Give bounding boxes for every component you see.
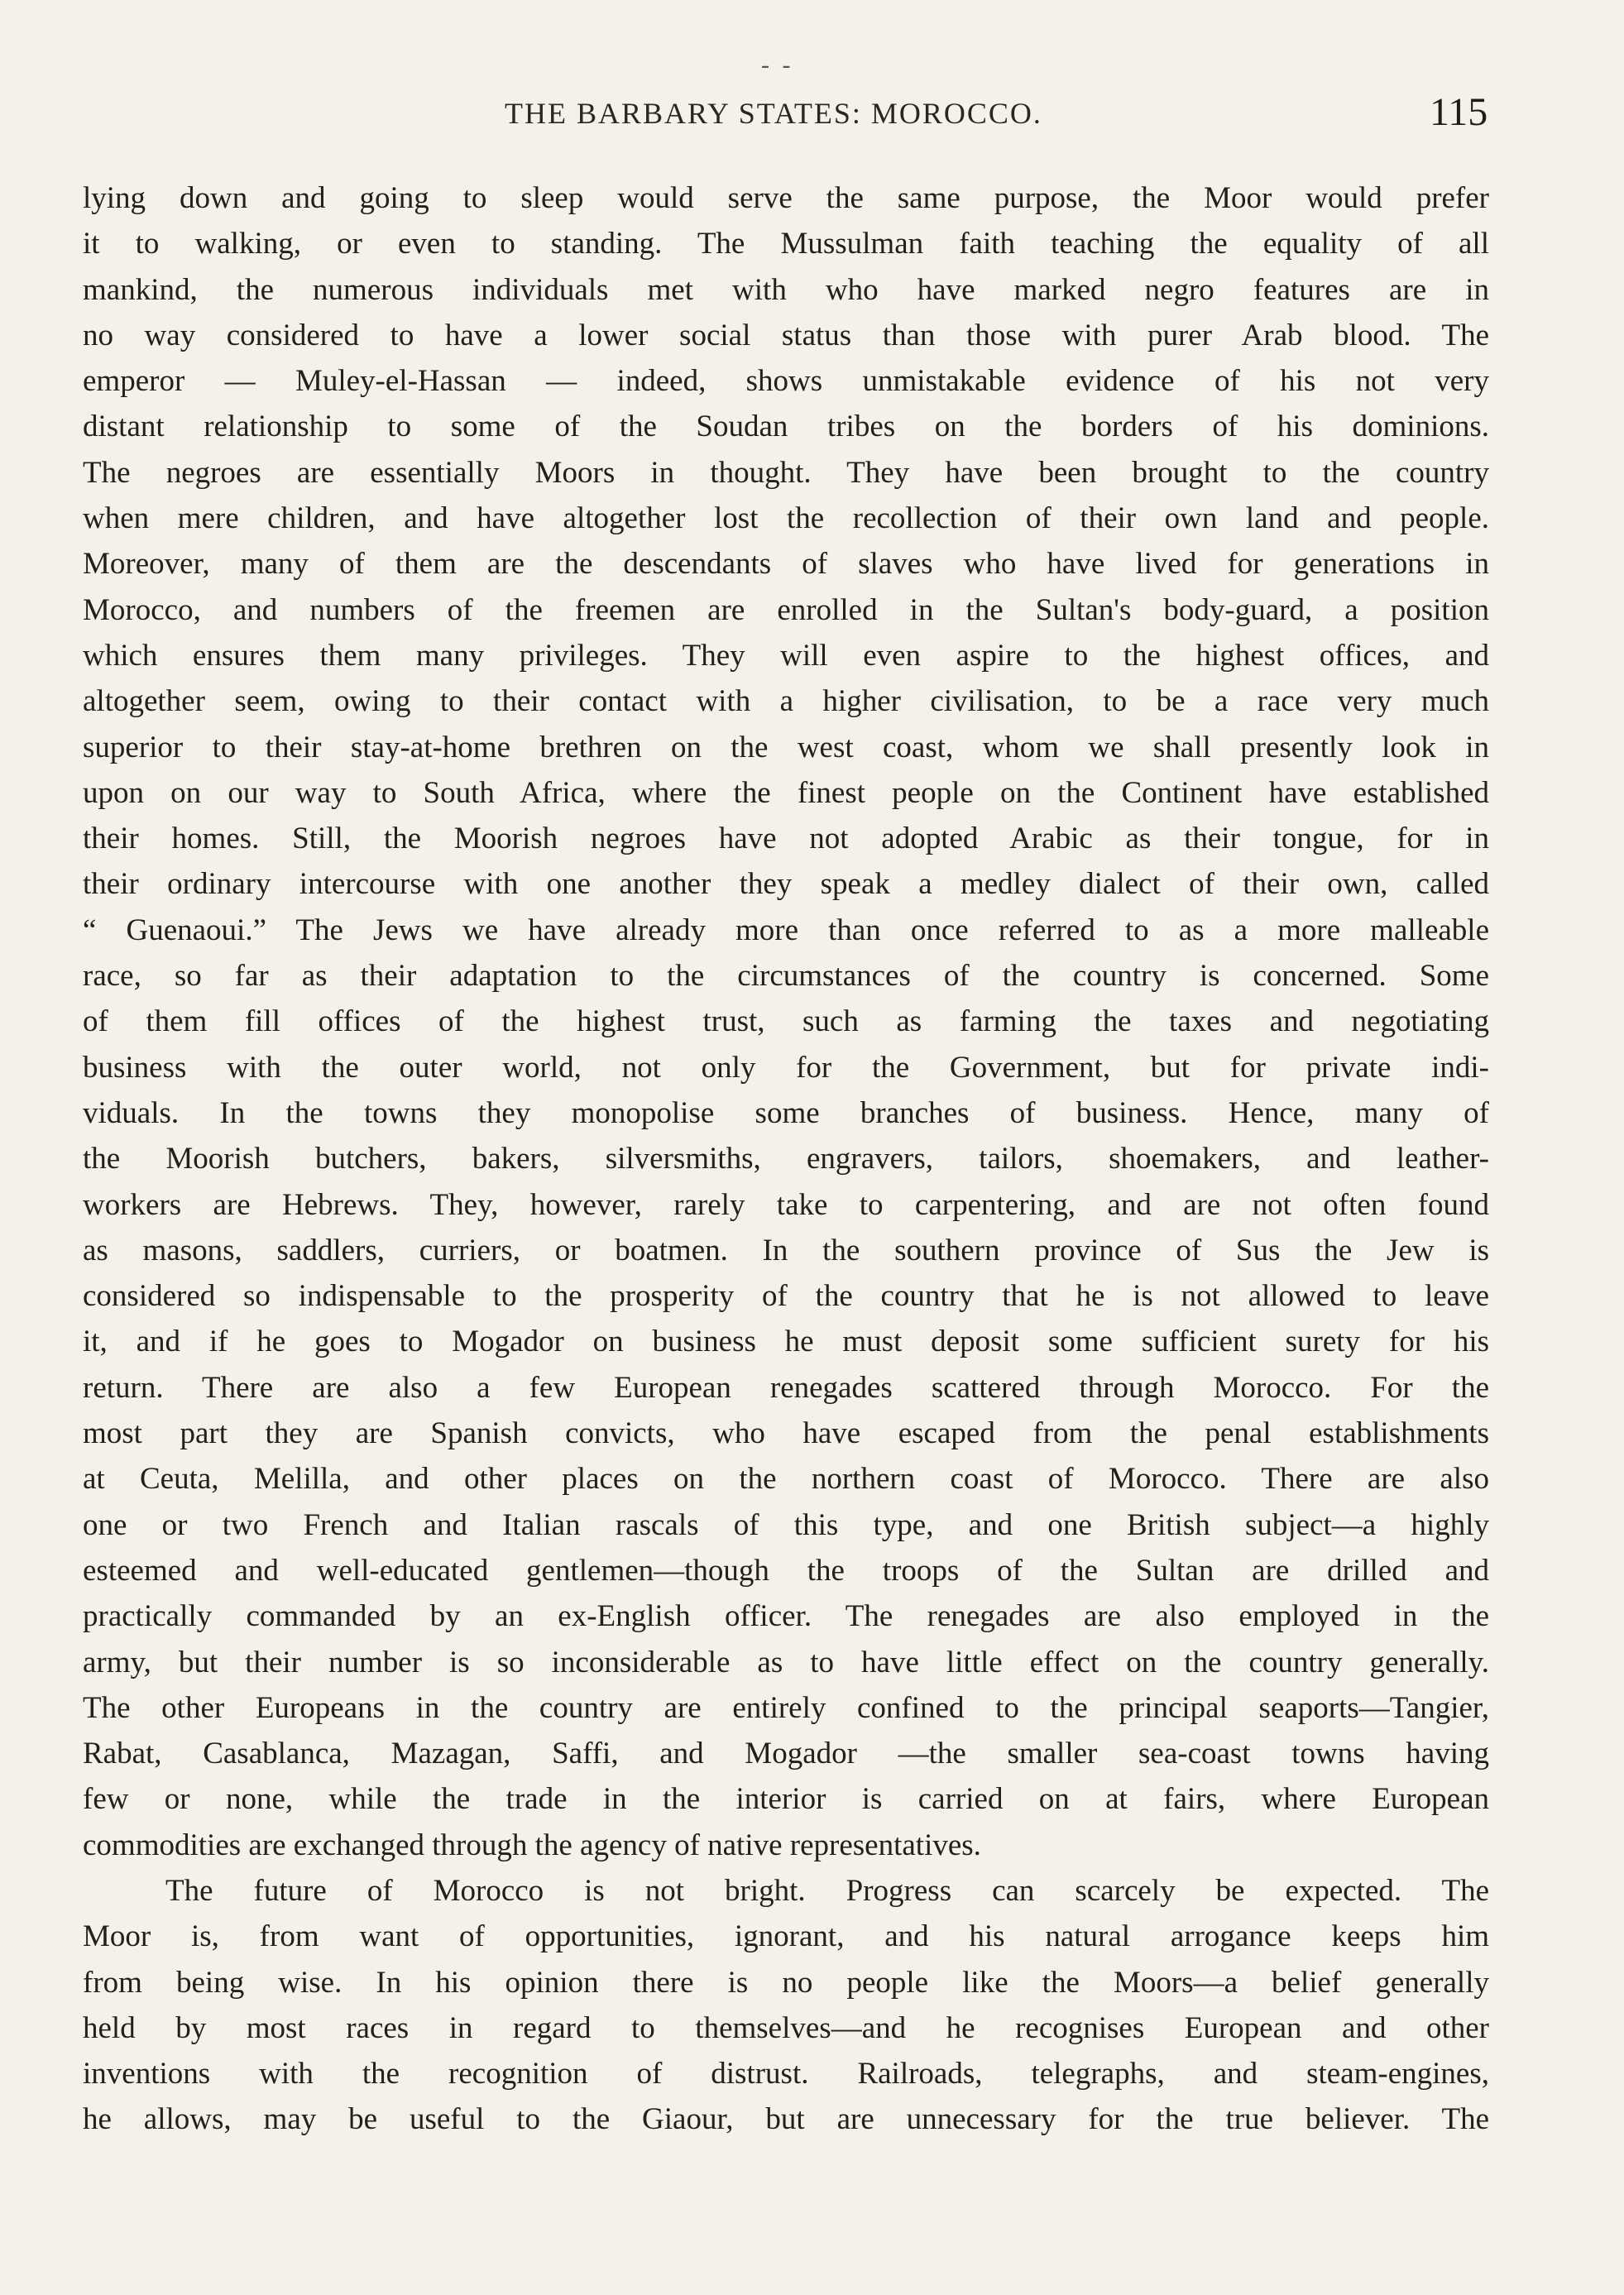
text-line: lying down and going to sleep would serve the same purpose, the Moor would prefer [83, 181, 1489, 215]
text-line: he allows, may be useful to the Giaour, but are unnecessary for the true believer. The [83, 2102, 1489, 2137]
text-line: superior to their stay-at-home brethren on the west coast, whom we shall presently look in [83, 730, 1489, 764]
text-line: it, and if he goes to Mogador on business he must deposit some sufficient surety for his [83, 1325, 1489, 1359]
text-line-paragraph-start: The future of Morocco is not bright. Progress can scarcely be expected. The [165, 1873, 1489, 1908]
text-line: held by most races in regard to themselves—and he recognises European and other [83, 2010, 1489, 2045]
text-line: return. There are also a few European renegades scattered through Morocco. For the [83, 1370, 1489, 1405]
text-line: when mere children, and have altogether lost the recollection of their own land and people. [83, 501, 1489, 536]
text-line: The negroes are essentially Moors in thought. They have been brought to the country [83, 455, 1489, 490]
text-line: altogether seem, owing to their contact with a higher civilisation, to be a race very much [83, 684, 1489, 719]
text-line: no way considered to have a lower social status than those with purer Arab blood. The [83, 318, 1489, 352]
text-line: of them fill offices of the highest trust, such as farming the taxes and negotiating [83, 1004, 1489, 1039]
text-line: upon on our way to South Africa, where the finest people on the Continent have established [83, 775, 1489, 810]
text-line: Rabat, Casablanca, Mazagan, Saffi, and Mogador —the smaller sea-coast towns having [83, 1737, 1489, 1771]
text-line: few or none, while the trade in the interior is carried on at fairs, where European [83, 1782, 1489, 1817]
text-line: race, so far as their adaptation to the circumstances of the country is concerned. Some [83, 959, 1489, 994]
text-line: “ Guenaoui.” The Jews we have already more than once referred to as a more malleable [83, 913, 1489, 947]
text-line: at Ceuta, Melilla, and other places on the northern coast of Morocco. There are also [83, 1462, 1489, 1497]
text-line: Moor is, from want of opportunities, ignorant, and his natural arrogance keeps him [83, 1919, 1489, 1954]
text-line: emperor — Muley-el-Hassan — indeed, shows unmistakable evidence of his not very [83, 364, 1489, 399]
text-line: the Moorish butchers, bakers, silversmiths, engravers, tailors, shoemakers, and leather- [83, 1142, 1489, 1176]
text-line: mankind, the numerous individuals met with who have marked negro features are in [83, 272, 1489, 307]
text-line: which ensures them many privileges. They will even aspire to the highest offices, and [83, 638, 1489, 673]
text-line: army, but their number is so inconsiderable as to have little effect on the country generally. [83, 1645, 1489, 1679]
text-line: most part they are Spanish convicts, who have escaped from the penal establishments [83, 1416, 1489, 1451]
text-line: Moreover, many of them are the descendants of slaves who have lived for generations in [83, 547, 1489, 582]
text-line: as masons, saddlers, curriers, or boatmen. In the southern province of Sus the Jew is [83, 1233, 1489, 1267]
text-line: inventions with the recognition of distrust. Railroads, telegraphs, and steam-engines, [83, 2057, 1489, 2091]
running-head: THE BARBARY STATES: MOROCCO. [505, 97, 1042, 130]
text-line: business with the outer world, not only for the Government, but for private indi- [83, 1050, 1489, 1085]
top-mark: - - [761, 51, 794, 79]
text-line: viduals. In the towns they monopolise some branches of business. Hence, many of [83, 1095, 1489, 1130]
text-line: their homes. Still, the Moorish negroes have not adopted Arabic as their tongue, for in [83, 822, 1489, 856]
text-line: from being wise. In his opinion there is no people like the Moors—a belief generally [83, 1965, 1489, 2000]
text-line: esteemed and well-educated gentlemen—though the troops of the Sultan are drilled and [83, 1553, 1489, 1588]
text-line: their ordinary intercourse with one another they speak a medley dialect of their own, called [83, 867, 1489, 902]
text-line-paragraph-end: commodities are exchanged through the agency of native representatives. [83, 1828, 981, 1862]
text-line: workers are Hebrews. They, however, rarely take to carpentering, and are not often found [83, 1187, 1489, 1222]
text-line: Morocco, and numbers of the freemen are enrolled in the Sultan's body-guard, a position [83, 592, 1489, 627]
text-line: it to walking, or even to standing. The Mussulman faith teaching the equality of all [83, 227, 1489, 261]
text-line: practically commanded by an ex-English officer. The renegades are also employed in the [83, 1599, 1489, 1634]
text-line: The other Europeans in the country are entirely confined to the principal seaports—Tangier, [83, 1690, 1489, 1725]
text-line: considered so indispensable to the prosperity of the country that he is not allowed to leave [83, 1279, 1489, 1314]
text-line: distant relationship to some of the Soudan tribes on the borders of his dominions. [83, 410, 1489, 444]
page-number: 115 [1430, 90, 1488, 134]
text-line: one or two French and Italian rascals of this type, and one British subject—a highly [83, 1507, 1489, 1542]
body-text [83, 175, 1489, 2143]
